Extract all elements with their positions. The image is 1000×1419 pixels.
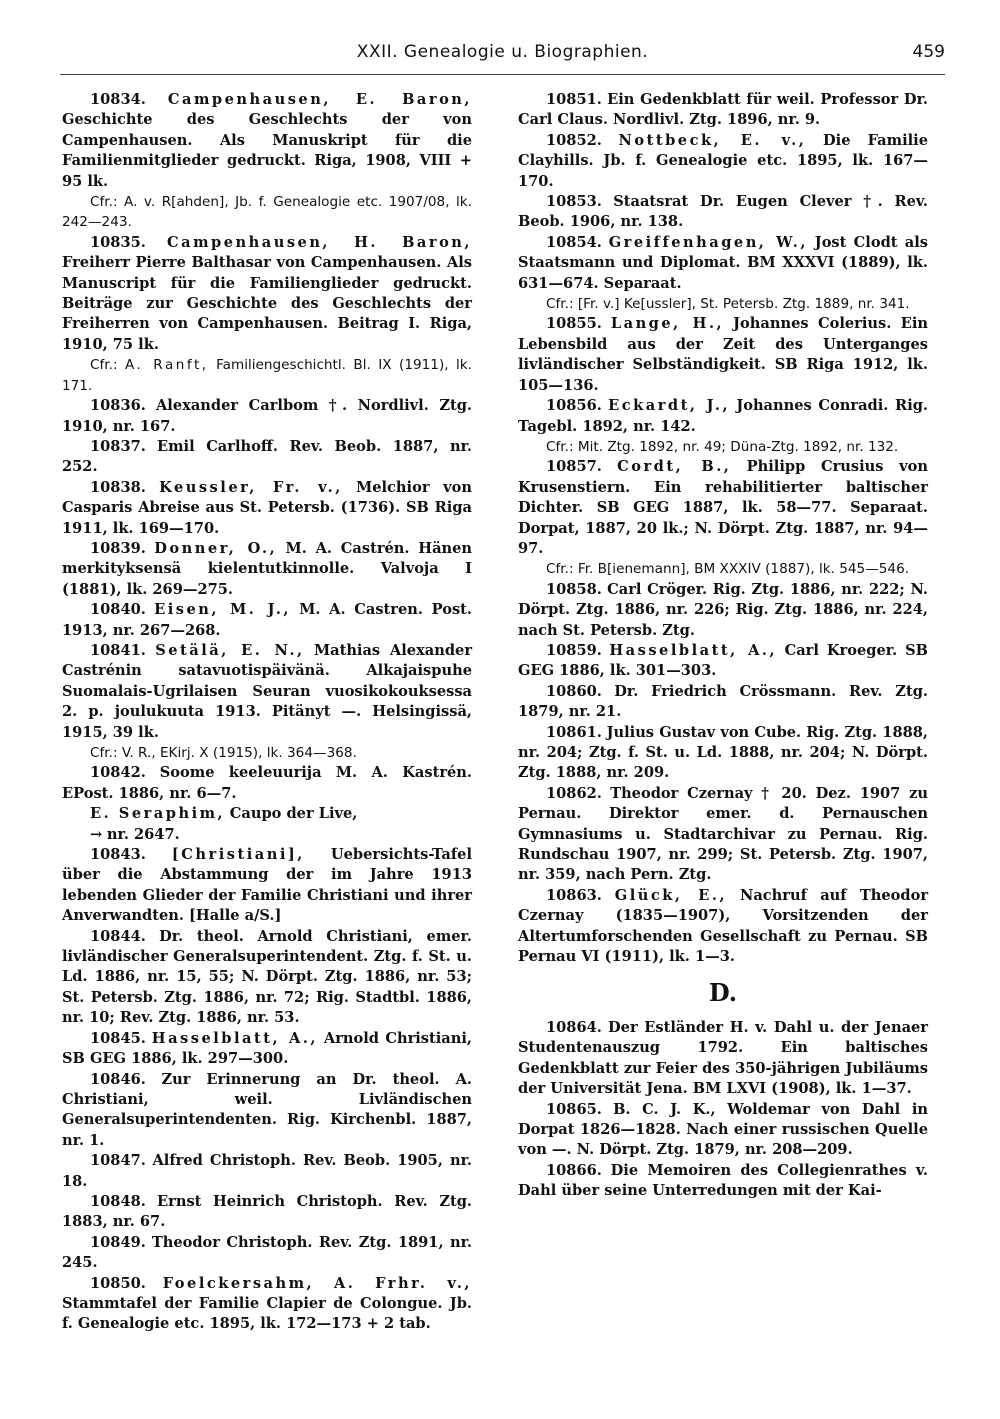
- cfr-label: Cfr.:: [546, 561, 574, 578]
- entry-author: [Christiani],: [171, 846, 305, 864]
- entry-10843: [62, 845, 472, 927]
- page-number: 459: [912, 42, 945, 62]
- entry-10846: [62, 1070, 472, 1152]
- entry-text: Die Familie Clayhills. Jb. f. Genealogie etc. 1895, lk. 167—170.: [518, 131, 928, 190]
- cfr-author: A. Ranft,: [124, 357, 209, 374]
- entry-10848: [62, 1192, 472, 1233]
- entry-number: 10866.: [546, 1161, 602, 1179]
- entry-10856-cfr: [518, 437, 928, 457]
- entry-author: Donner, O.,: [154, 539, 278, 557]
- entry-number: 10834.: [90, 91, 146, 108]
- entry-10854: [518, 233, 928, 294]
- entry-text: Theodor Christoph. Rev. Ztg. 1891, nr. 245.: [62, 1233, 472, 1272]
- entry-author: Lange, H.,: [610, 315, 725, 333]
- entry-10834: [62, 90, 472, 192]
- entry-text: Johannes Conradi. Rig. Tagebl. 1892, nr. 142.: [518, 397, 929, 435]
- entry-number: 10860.: [546, 682, 602, 700]
- entry-number: 10856.: [546, 397, 602, 415]
- entry-10857: [518, 457, 928, 559]
- entry-number: 10844.: [90, 927, 146, 945]
- entry-text: Caupo der Live,: [229, 805, 358, 823]
- right-column: [518, 90, 928, 1202]
- entry-10856: [518, 396, 928, 437]
- entry-text: Emil Carlhoff. Rev. Beob. 1887, nr. 252.: [62, 437, 472, 476]
- entry-text: Ein Gedenkblatt für weil. Professor Dr. Carl Claus. Nordlivl. Ztg. 1896, nr. 9.: [518, 91, 929, 129]
- entry-10842: [62, 763, 472, 804]
- cfr-label: Cfr.:: [90, 745, 118, 761]
- cfr-label: Cfr.:: [546, 296, 574, 313]
- entry-number: 10845.: [90, 1029, 146, 1047]
- entry-10836: [62, 396, 472, 437]
- entry-10861: [518, 723, 928, 784]
- entry-number: 10861.: [546, 723, 602, 741]
- entry-author: Eisen, M. J.,: [154, 601, 292, 619]
- entry-10850: [62, 1274, 472, 1335]
- entry-10859: [518, 641, 928, 682]
- entry-author: Eckardt, J.,: [608, 397, 731, 415]
- entry-number: 10849.: [90, 1233, 146, 1251]
- entry-10863: [518, 886, 928, 968]
- entry-text: Carl Cröger. Rig. Ztg. 1886, nr. 222; N. Dörpt. Ztg. 1886, nr. 226; Rig. Ztg. 1886, nr. 224, nach St. Petersb. Ztg.: [518, 580, 928, 639]
- running-title: XXII. Genealogie u. Biographien.: [356, 42, 649, 62]
- entry-number: 10847.: [90, 1152, 146, 1170]
- entry-text: Stammtafel der Familie Clapier de Colongue. Jb. f. Genealogie etc. 1895, lk. 172—173 + 2 tab.: [62, 1294, 472, 1333]
- cfr-text: Mit. Ztg. 1892, nr. 49; Düna-Ztg. 1892, nr. 132.: [577, 438, 899, 455]
- entry-author: E. Seraphim,: [90, 805, 226, 823]
- entry-text: M. A. Castren. Post. 1913, nr. 267—268.: [62, 601, 473, 639]
- entry-text: Die Memoiren des Collegienrathes v. Dahl über seine Unterredungen mit der Kai-: [518, 1161, 928, 1200]
- entry-10854-cfr: [518, 294, 928, 314]
- entry-10847: [62, 1151, 472, 1192]
- entry-10866: [518, 1161, 928, 1202]
- entry-10849: [62, 1233, 472, 1274]
- cross-reference-target: [62, 825, 472, 845]
- cfr-label: Cfr.:: [90, 357, 118, 374]
- entry-10840: [62, 600, 472, 641]
- entry-10862: [518, 784, 928, 886]
- entry-text: Alfred Christoph. Rev. Beob. 1905, nr. 18.: [62, 1152, 473, 1190]
- entry-author: Foelckersahm, A. Frhr. v.,: [162, 1274, 472, 1292]
- entry-text: Alexander Carlbom †. Nordlivl. Ztg. 1910, nr. 167.: [62, 397, 473, 435]
- entry-number: 10851.: [546, 91, 602, 108]
- entry-text: Jost Clodt als Staatsmann und Diplomat. BM XXXVI (1889), lk. 631—674. Separaat.: [518, 233, 929, 292]
- entry-number: 10843.: [90, 846, 146, 864]
- entry-text: Philipp Crusius von Krusenstiern. Ein rehabilitierter baltischer Dichter. SB GEG 1887, lk. 58—77. Separaat. Dorpat, 1887, 20 lk.; N. Dörpt. Ztg. 1887, nr. 94—97.: [518, 458, 928, 557]
- entry-text: Zur Erinnerung an Dr. theol. A. Christiani, weil. Livländischen Generalsuperintendenten. Rig. Kirchenbl. 1887, nr. 1.: [62, 1070, 472, 1149]
- entry-author: Keussler, Fr. v.,: [159, 478, 343, 496]
- entry-number: 10852.: [546, 131, 602, 149]
- entry-number: 10840.: [90, 601, 146, 619]
- entry-text: Uebersichts-Tafel über die Abstammung der im Jahre 1913 lebenden Glieder der Familie Christiani und ihrer Anverwandten. [Halle a/S.]: [62, 846, 472, 925]
- cfr-text: A. v. R[ahden], Jb. f. Genealogie etc. 1907/08, lk. 242—243.: [62, 194, 472, 231]
- cfr-text: [Fr. v.] Ke[ussler], St. Petersb. Ztg. 1889, nr. 341.: [577, 296, 910, 313]
- entry-author: Campenhausen, E. Baron,: [167, 91, 472, 108]
- entry-author: Campenhausen, H. Baron,: [167, 233, 473, 251]
- entry-10835-cfr: [62, 355, 472, 396]
- entry-10834-cfr: [62, 192, 472, 233]
- entry-number: 10853.: [546, 193, 602, 211]
- cfr-label: Cfr.:: [90, 194, 118, 211]
- entry-author: Nottbeck, E. v.,: [618, 131, 807, 149]
- entry-author: Hasselblatt, A.,: [151, 1029, 318, 1047]
- entry-number: 10836.: [90, 397, 146, 415]
- entry-10841: [62, 641, 472, 743]
- cfr-text: Fr. B[ienemann], BM XXXIV (1887), lk. 545—546.: [577, 561, 910, 578]
- entry-text: Geschichte des Geschlechts der von Campenhausen. Als Manuskript für die Familienmitglieder gedruckt. Riga, 1908, VIII + 95 lk.: [62, 111, 472, 190]
- entry-text: Der Estländer H. v. Dahl u. der Jenaer Studentenauszug 1792. Ein baltisches Gedenkblatt zur Feier des 350-jährigen Jubiläums der Universität Jena. BM LXVI (1908), lk. 1—37.: [518, 1018, 929, 1098]
- reference-number: nr. 2647.: [106, 825, 180, 843]
- section-heading: D.: [708, 978, 738, 1008]
- entry-text: Nachruf auf Theodor Czernay (1835—1907), Vorsitzenden der Altertumforschenden Gesellschaft zu Pernau. SB Pernau VI (1911), lk. 1—3.: [518, 886, 929, 966]
- entry-text: Julius Gustav von Cube. Rig. Ztg. 1888, nr. 204; Ztg. f. St. u. Ld. 1888, nr. 204; N. Dörpt. Ztg. 1888, nr. 209.: [518, 723, 928, 782]
- entry-number: 10838.: [90, 478, 146, 496]
- entry-number: 10839.: [90, 539, 146, 557]
- entry-text: Staatsrat Dr. Eugen Clever †. Rev. Beob. 1906, nr. 138.: [518, 193, 928, 231]
- entry-10838: [62, 478, 472, 539]
- entry-author: Hasselblatt, A.,: [609, 641, 778, 659]
- entry-10860: [518, 682, 928, 723]
- entry-10865: [518, 1100, 928, 1161]
- entry-10857-cfr: [518, 559, 928, 579]
- entry-text: Carl Kroeger. SB GEG 1886, lk. 301—303.: [518, 641, 929, 680]
- entry-10853: [518, 192, 928, 233]
- entry-number: 10848.: [90, 1192, 146, 1210]
- entry-text: Theodor Czernay † 20. Dez. 1907 zu Pernau. Direktor emer. d. Pernauschen Gymnasiums u. Stadtarchivar zu Pernau. Rig. Rundschau 1907, nr. 299; St. Petersb. Ztg. 1907, nr. 359, nach Pern. Ztg.: [518, 784, 928, 884]
- entry-10851: [518, 90, 928, 131]
- entry-number: 10859.: [546, 641, 602, 659]
- entry-10864: [518, 1018, 928, 1100]
- entry-number: 10864.: [546, 1018, 602, 1036]
- entry-number: 10835.: [90, 233, 146, 251]
- entry-author: Greiffenhagen, W.,: [608, 233, 808, 251]
- entry-text: Freiherr Pierre Balthasar von Campenhausen. Als Manuscript für die Familienglieder gedruckt. Beiträge zur Geschichte des Geschlechts der Freiherren von Campenhausen. Beitrag I. Riga, 1910, 75 lk.: [62, 254, 472, 353]
- entry-number: 10837.: [90, 437, 146, 455]
- entry-10837: [62, 437, 472, 478]
- entry-number: 10841.: [90, 641, 146, 659]
- entry-10855: [518, 314, 928, 396]
- entry-number: 10865.: [546, 1100, 602, 1118]
- arrow-icon: →: [90, 825, 103, 843]
- entry-10845: [62, 1029, 472, 1070]
- entry-number: 10842.: [90, 764, 146, 782]
- cross-reference-seraphim: [62, 804, 472, 824]
- entry-text: Arnold Christiani, SB GEG 1886, lk. 297—300.: [62, 1029, 473, 1068]
- entry-number: 10855.: [546, 315, 602, 333]
- running-header: [60, 34, 945, 75]
- entry-10844: [62, 927, 472, 1029]
- entry-10858: [518, 580, 928, 641]
- entry-number: 10850.: [90, 1274, 146, 1292]
- entry-text: Johannes Colerius. Ein Lebensbild aus der Zeit des Unterganges livländischer Selbständigkeit. SB Riga 1912, lk. 105—136.: [518, 315, 929, 394]
- cfr-text: Familiengeschichtl. Bl. IX (1911), lk. 171.: [62, 357, 472, 394]
- entry-10841-cfr: [62, 743, 472, 763]
- entry-text: Soome keeleuurija M. A. Kastrén. EPost. 1886, nr. 6—7.: [62, 764, 472, 802]
- entry-text: Ernst Heinrich Christoph. Rev. Ztg. 1883, nr. 67.: [62, 1192, 473, 1231]
- entry-text: M. A. Castrén. Hänen merkityksensä kielentutkinnolle. Valvoja I (1881), lk. 269—275.: [62, 539, 473, 598]
- entry-10839: [62, 539, 472, 600]
- entry-author: Setälä, E. N.,: [155, 641, 305, 659]
- left-column: [62, 90, 472, 1335]
- entry-author: Glück, E.,: [614, 886, 728, 904]
- entry-author: Cordt, B.,: [617, 458, 732, 476]
- entry-text: Dr. Friedrich Crössmann. Rev. Ztg. 1879, nr. 21.: [518, 682, 928, 721]
- entry-number: 10863.: [546, 886, 602, 904]
- cfr-text: V. R., EKirj. X (1915), lk. 364—368.: [121, 745, 357, 761]
- entry-10852: [518, 131, 928, 192]
- entry-number: 10862.: [546, 784, 602, 802]
- entry-number: 10857.: [546, 458, 602, 476]
- entry-text: B. C. J. K., Woldemar von Dahl in Dorpat 1826—1828. Nach einer russischen Quelle von —. N. Dörpt. Ztg. 1879, nr. 208—209.: [518, 1100, 928, 1159]
- entry-text: Dr. theol. Arnold Christiani, emer. livländischer Generalsuperintendent. Ztg. f. St. u. Ld. 1886, nr. 15, 55; N. Dörpt. Ztg. 1886, nr. 53; St. Petersb. Ztg. 1886, nr. 72; Rig. Stadtbl. 1886, nr. 10; Rev. Ztg. 1886, nr. 53.: [62, 927, 472, 1027]
- entry-10835: [62, 233, 472, 355]
- entry-text: Mathias Alexander Castrénin satavuotispäivänä. Alkajaispuhe Suomalais-Ugrilaisen Seuran vuosikokouksessa 2. p. joulukuuta 1913. Pitänyt —. Helsingissä, 1915, 39 lk.: [62, 641, 473, 741]
- entry-number: 10854.: [546, 233, 602, 251]
- entry-number: 10846.: [90, 1070, 146, 1088]
- entry-text: Melchior von Casparis Abreise aus St. Petersb. (1736). SB Riga 1911, lk. 169—170.: [62, 478, 472, 537]
- entry-number: 10858.: [546, 580, 602, 598]
- cfr-label: Cfr.:: [546, 438, 574, 455]
